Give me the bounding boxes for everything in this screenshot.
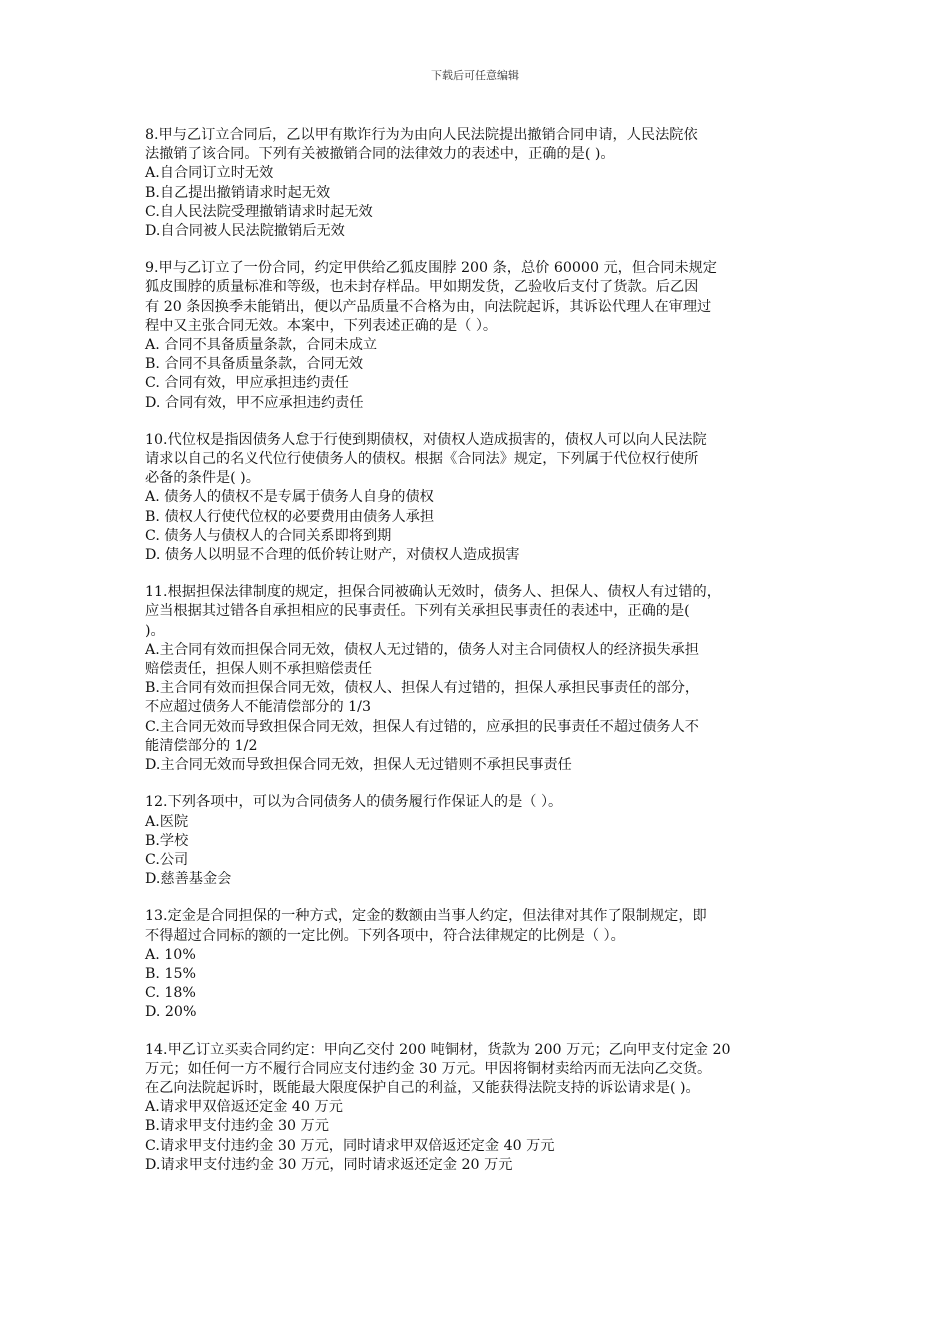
question-8-option-b: B.自乙提出撤销请求时起无效: [145, 184, 331, 201]
question-13-option-c: C. 18%: [145, 985, 196, 1002]
question-11-option-d: D.主合同无效而导致担保合同无效，担保人无过错则不承担民事责任: [145, 757, 572, 774]
question-11: [145, 583, 825, 775]
question-10-stem-line: 请求以自己的名义代位行使债务人的债权。根据《合同法》规定，下列属于代位权行使所: [145, 451, 699, 468]
question-8: [145, 126, 825, 241]
question-11-option-b: B.主合同有效而担保合同无效，债权人、担保人有过错的，担保人承担民事责任的部分，: [145, 680, 700, 697]
question-10-option-a: A. 债务人的债权不是专属于债务人自身的债权: [145, 489, 434, 506]
question-9-stem-line: 有 20 条因换季未能销出，便以产品质量不合格为由，向法院起诉，其诉讼代理人在审理过: [145, 298, 712, 315]
question-13-option-d: D. 20%: [145, 1004, 197, 1021]
question-14-option-d: D.请求甲支付违约金 30 万元，同时请求返还定金 20 万元: [145, 1156, 513, 1173]
question-10-option-d: D. 债务人以明显不合理的低价转让财产，对债权人造成损害: [145, 547, 520, 564]
question-12: [145, 793, 825, 889]
question-11-stem-line: 11.根据担保法律制度的规定，担保合同被确认无效时，债务人、担保人、债权人有过错的，: [145, 584, 721, 601]
question-10-stem-line: 必备的条件是( )。: [145, 470, 260, 487]
question-14-stem-line: 万元；如任何一方不履行合同应支付违约金 30 万元。甲因将铜材卖给丙而无法向乙交货。: [145, 1060, 712, 1077]
question-9-option-b: B. 合同不具备质量条款，合同无效: [145, 356, 364, 373]
question-11-stem-line: 应当根据其过错各自承担相应的民事责任。下列有关承担民事责任的表述中，正确的是(: [145, 603, 690, 620]
question-14-option-c: C.请求甲支付违约金 30 万元，同时请求甲双倍返还定金 40 万元: [145, 1137, 555, 1154]
question-8-stem-line: 法撤销了该合同。下列有关被撤销合同的法律效力的表述中，正确的是( )。: [145, 146, 615, 163]
question-11-option-c: C.主合同无效而导致担保合同无效，担保人有过错的，应承担的民事责任不超过债务人不: [145, 718, 699, 735]
question-11-option-a: A.主合同有效而担保合同无效，债权人无过错的，债务人对主合同债权人的经济损失承担: [145, 641, 699, 658]
question-14-option-a: A.请求甲双倍返还定金 40 万元: [145, 1099, 343, 1116]
question-8-stem-line: 8.甲与乙订立合同后，乙以甲有欺诈行为为由向人民法院提出撤销合同申请，人民法院依: [145, 127, 698, 143]
question-11-option-c-cont: 能清偿部分的 1/2: [145, 737, 258, 754]
question-11-option-a-cont: 赔偿责任，担保人则不承担赔偿责任: [145, 661, 373, 678]
question-10-stem-line: 10.代位权是指因债务人怠于行使到期债权，对债权人造成损害的，债权人可以向人民法院: [145, 431, 707, 448]
question-12-option-d: D.慈善基金会: [145, 871, 232, 888]
question-12-option-a: A.医院: [145, 813, 189, 830]
question-11-stem-line: )。: [145, 622, 165, 639]
question-13-stem-line: 不得超过合同标的额的一定比例。下列各项中，符合法律规定的比例是（ ）。: [145, 927, 625, 944]
question-10: [145, 431, 825, 565]
question-11-option-b-cont: 不应超过债务人不能清偿部分的 1/3: [145, 699, 371, 716]
question-12-option-c: C.公司: [145, 851, 189, 868]
question-9: [145, 259, 825, 413]
question-14-stem-line: 在乙向法院起诉时，既能最大限度保护自己的利益，又能获得法院支持的诉讼请求是( )。: [145, 1079, 700, 1096]
question-8-option-c: C.自人民法院受理撤销请求时起无效: [145, 203, 373, 220]
question-14-option-b: B.请求甲支付违约金 30 万元: [145, 1118, 329, 1135]
question-12-option-b: B.学校: [145, 832, 189, 849]
question-14-stem-line: 14.甲乙订立买卖合同约定：甲向乙交付 200 吨铜材，货款为 200 万元；乙向甲支付定金 20: [145, 1041, 731, 1058]
question-12-stem-line: 12.下列各项中，可以为合同债务人的债务履行作保证人的是（ ）。: [145, 794, 563, 811]
question-13: [145, 907, 825, 1022]
question-9-stem-line: 狐皮围脖的质量标准和等级，也未封存样品。甲如期发货，乙验收后支付了货款。后乙因: [145, 279, 699, 296]
page-header: 下载后可任意编辑: [431, 69, 519, 82]
question-10-option-c: C. 债务人与债权人的合同关系即将到期: [145, 527, 392, 544]
question-9-stem-line: 程中又主张合同无效。本案中，下列表述正确的是（ ）。: [145, 317, 498, 334]
question-8-option-d: D.自合同被人民法院撤销后无效: [145, 223, 345, 240]
question-13-stem-line: 13.定金是合同担保的一种方式，定金的数额由当事人约定，但法律对其作了限制规定，即: [145, 908, 707, 925]
question-13-option-b: B. 15%: [145, 965, 196, 982]
question-9-option-c: C. 合同有效，甲应承担违约责任: [145, 375, 349, 392]
question-8-option-a: A.自合同订立时无效: [145, 165, 274, 182]
question-9-stem-line: 9.甲与乙订立了一份合同，约定甲供给乙狐皮围脖 200 条，总价 60000 元，但合同未规定: [145, 260, 717, 277]
question-9-option-d: D. 合同有效，甲不应承担违约责任: [145, 394, 364, 411]
question-10-option-b: B. 债权人行使代位权的必要费用由债务人承担: [145, 508, 435, 525]
question-14: [145, 1041, 825, 1175]
question-9-option-a: A. 合同不具备质量条款，合同未成立: [145, 337, 378, 354]
question-list: [145, 126, 825, 1193]
question-13-option-a: A. 10%: [145, 946, 196, 963]
